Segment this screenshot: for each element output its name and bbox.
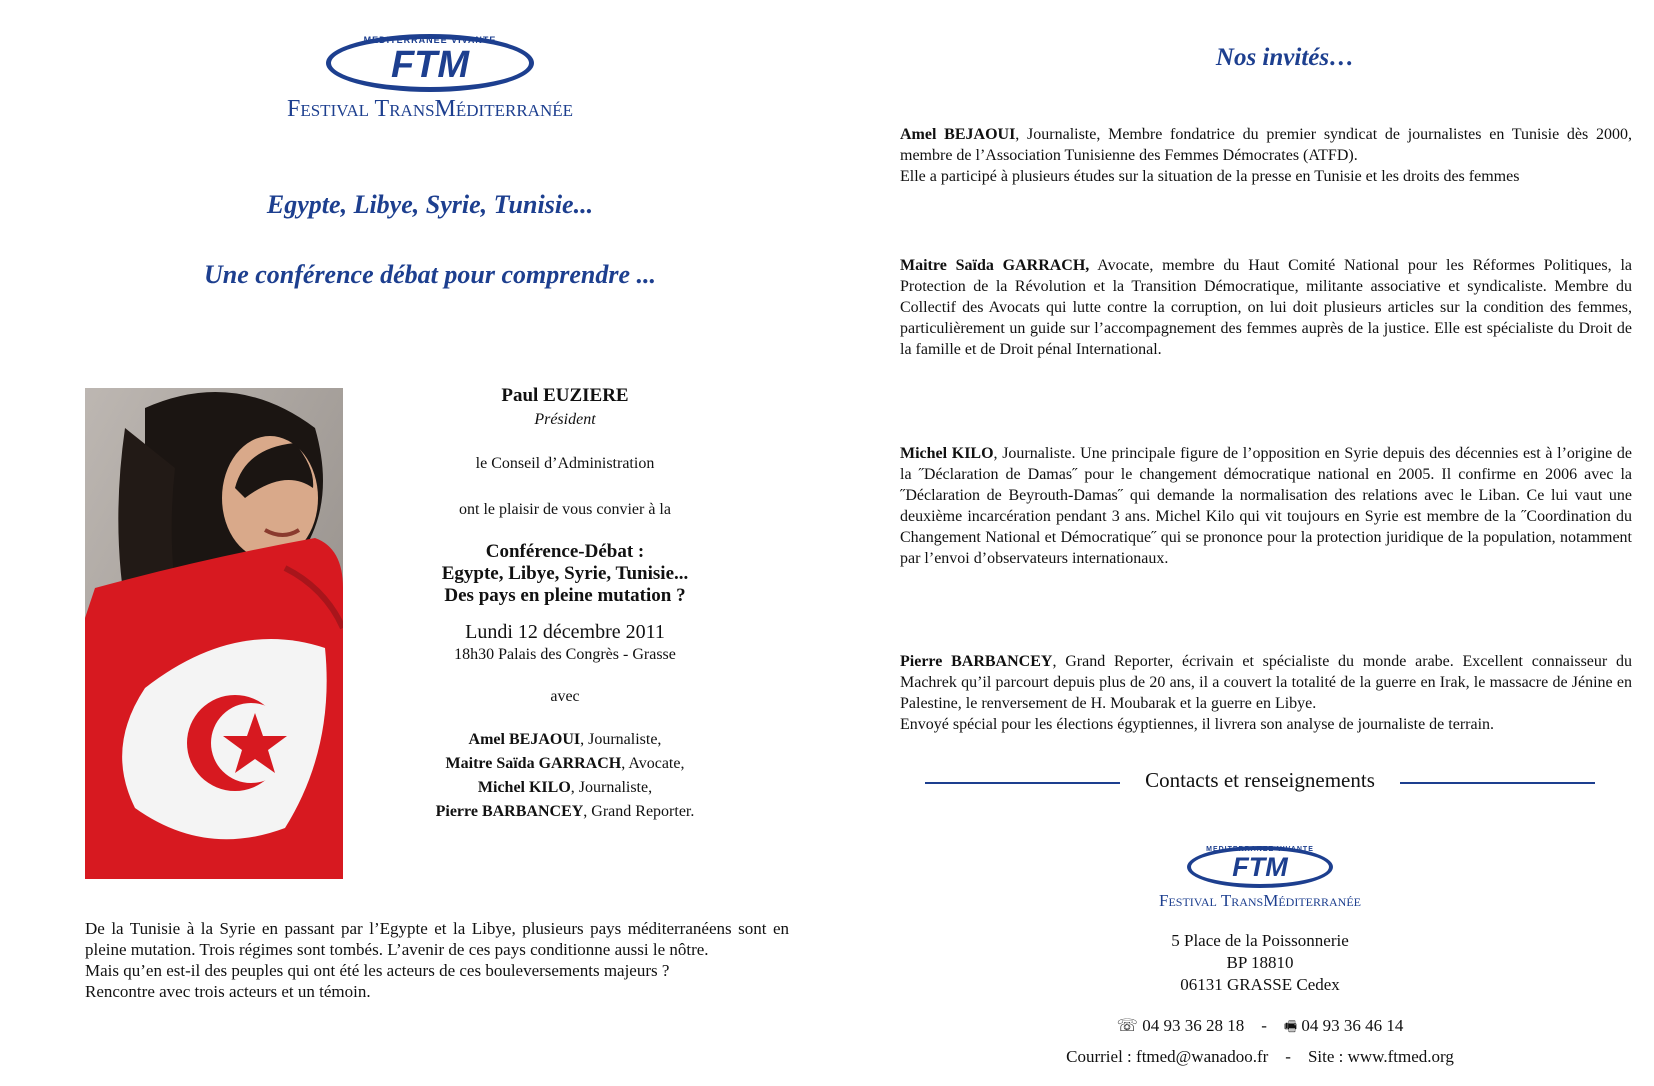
logo-mark: FTM xyxy=(390,44,470,86)
site-label: Site : xyxy=(1307,1047,1348,1066)
ftm-logo-bottom xyxy=(1140,846,1380,911)
speaker-item xyxy=(395,752,735,776)
speaker-item xyxy=(395,728,735,752)
logo-mark: FTM xyxy=(1232,852,1288,882)
intro-text-3: Rencontre avec trois acteurs et un témoin. xyxy=(85,982,371,1001)
invitation-block xyxy=(395,385,735,824)
logo-arc-text: MEDITERRANEE VIVANTE xyxy=(1206,846,1314,853)
guest-bio: Avocate, membre du Haut Comité National pour les Réformes Politiques, la Protection de la Révolution et la Transition Démocratique, militante associative et syndicaliste. Membre du Collectif des Avocats qui lutte contre la corruption, on lui doit plusieurs articles sur la condition des femmes, particulièrement un guide sur l’accompagnement des femmes auprès de la justice. Elle est spécialiste du Droit de la famille et de Droit pénal International. xyxy=(900,257,1632,358)
address-block xyxy=(1110,930,1410,996)
logo-ellipse xyxy=(1187,846,1333,888)
guests-heading: Nos invités… xyxy=(1215,44,1355,71)
guest-name: Michel KILO xyxy=(900,445,994,462)
invite-with: avec xyxy=(550,688,580,705)
divider-left xyxy=(925,782,1120,784)
email-site-line xyxy=(980,1047,1540,1067)
speaker-role: , Journaliste, xyxy=(580,731,662,748)
separator: - xyxy=(1261,1016,1267,1035)
event-title-1: Conférence-Débat : xyxy=(485,541,645,562)
speaker-item xyxy=(395,776,735,800)
headline-countries: Egypte, Libye, Syrie, Tunisie... xyxy=(266,190,594,219)
ftm-logo-top xyxy=(280,34,580,123)
event-title-2: Egypte, Libye, Syrie, Tunisie... xyxy=(441,563,689,584)
logo-subtitle: Festival TransMéditerranée xyxy=(1158,891,1361,910)
guest-bio: , Journaliste, Membre fondatrice du premier syndicat de journalistes en Tunisie dès 2000, membre de l’Association Tunisienne des Femmes Démocrates (ATFD). xyxy=(900,126,1632,164)
event-place: 18h30 Palais des Congrès - Grasse xyxy=(454,646,676,663)
guest-name: Amel BEJAOUI xyxy=(900,126,1016,143)
guest-bio-extra: Envoyé spécial pour les élections égyptiennes, il livrera son analyse de journaliste de terrain. xyxy=(900,716,1495,733)
divider-right xyxy=(1400,782,1595,784)
guest-garrach xyxy=(900,255,1632,360)
speaker-role: , Grand Reporter. xyxy=(583,803,695,820)
guest-bio: , Grand Reporter, écrivain et spécialiste du monde arabe. Excellent connaisseur du Machrek qu’il parcourt depuis plus de 20 ans, il a couvert la totalité de la guerre en Irak, le massacre de Jénine en Palestine, le renversement de H. Moubarak et la guerre en Libye. xyxy=(900,653,1633,712)
address-street: 5 Place de la Poissonnerie xyxy=(1171,931,1349,950)
guest-bejaoui xyxy=(900,124,1632,187)
intro-text-2: Mais qu’en est-il des peuples qui ont été les acteurs de ces bouleversements majeurs ? xyxy=(85,961,670,980)
intro-text-1: De la Tunisie à la Syrie en passant par l’Egypte et la Libye, plusieurs pays méditerranéens sont en pleine mutation. Trois régimes sont tombés. L’avenir de ces pays conditionne aussi le nôtre. xyxy=(85,919,789,959)
speaker-name: Michel KILO xyxy=(477,779,571,796)
fax-icon: 🖷 xyxy=(1283,1019,1298,1035)
intro-paragraph xyxy=(85,918,789,1002)
logo-arc-text: MEDITERRANEE VIVANTE xyxy=(363,35,497,45)
event-date: Lundi 12 décembre 2011 xyxy=(465,621,665,643)
fax-number: 04 93 36 46 14 xyxy=(1301,1016,1404,1035)
guest-bio-extra: Elle a participé à plusieurs études sur la situation de la presse en Tunisie et les droits des femmes xyxy=(900,168,1520,185)
address-city: 06131 GRASSE Cedex xyxy=(1180,975,1340,994)
speaker-name: Maitre Saïda GARRACH xyxy=(445,755,622,772)
phone-fax-line xyxy=(1000,1016,1520,1040)
address-po-box: BP 18810 xyxy=(1226,953,1294,972)
phone-icon: ☏ xyxy=(1116,1016,1138,1035)
photo-illustration xyxy=(85,388,343,879)
guest-name: Pierre BARBANCEY xyxy=(900,653,1053,670)
speaker-role: , Avocate, xyxy=(621,755,685,772)
invite-line-pleasure: ont le plaisir de vous convier à la xyxy=(459,501,671,518)
president-name: Paul EUZIERE xyxy=(501,385,629,406)
speaker-name: Pierre BARBANCEY xyxy=(435,803,584,820)
photo-woman-tunisian-flag xyxy=(85,388,343,879)
speaker-role: , Journaliste, xyxy=(570,779,653,796)
logo-ellipse xyxy=(326,34,534,92)
separator: - xyxy=(1285,1047,1291,1066)
guest-kilo xyxy=(900,443,1632,569)
president-role: Président xyxy=(534,411,596,428)
email-link[interactable]: ftmed@wanadoo.fr xyxy=(1136,1047,1269,1066)
event-title-3: Des pays en pleine mutation ? xyxy=(444,585,686,606)
speaker-name: Amel BEJAOUI xyxy=(468,731,581,748)
speaker-list xyxy=(395,728,735,824)
logo-subtitle: Festival TransMéditerranée xyxy=(287,96,573,122)
phone-number: 04 93 36 28 18 xyxy=(1142,1016,1245,1035)
site-link[interactable]: www.ftmed.org xyxy=(1347,1047,1454,1066)
guest-name: Maitre Saïda GARRACH, xyxy=(900,257,1090,274)
headline-conference: Une conférence débat pour comprendre ... xyxy=(203,260,657,289)
contacts-heading: Contacts et renseignements xyxy=(1145,768,1375,792)
invite-line-council: le Conseil d’Administration xyxy=(475,455,655,472)
speaker-item xyxy=(395,800,735,824)
email-label: Courriel : xyxy=(1066,1047,1137,1066)
guest-barbancey xyxy=(900,651,1632,735)
guest-bio: , Journaliste. Une principale figure de l’opposition en Syrie depuis des décennies est à l’origine de la ˝Déclaration de Damas˝ pour le changement démocratique national en 2005. Il confirme en 2006 avec la ˝Déclaration de Beyrouth-Damas˝ qui demande la normalisation des relations avec le Liban. Ce lui vaut une deuxième incarcération pendant 3 ans. Michel Kilo qui vit toujours en Syrie est membre de la ˝Coordination du Changement National et Démocratique˝ qui se prononce pour la protection juridique de la population, notamment par l’envoi d’observateurs internationaux. xyxy=(900,445,1632,567)
